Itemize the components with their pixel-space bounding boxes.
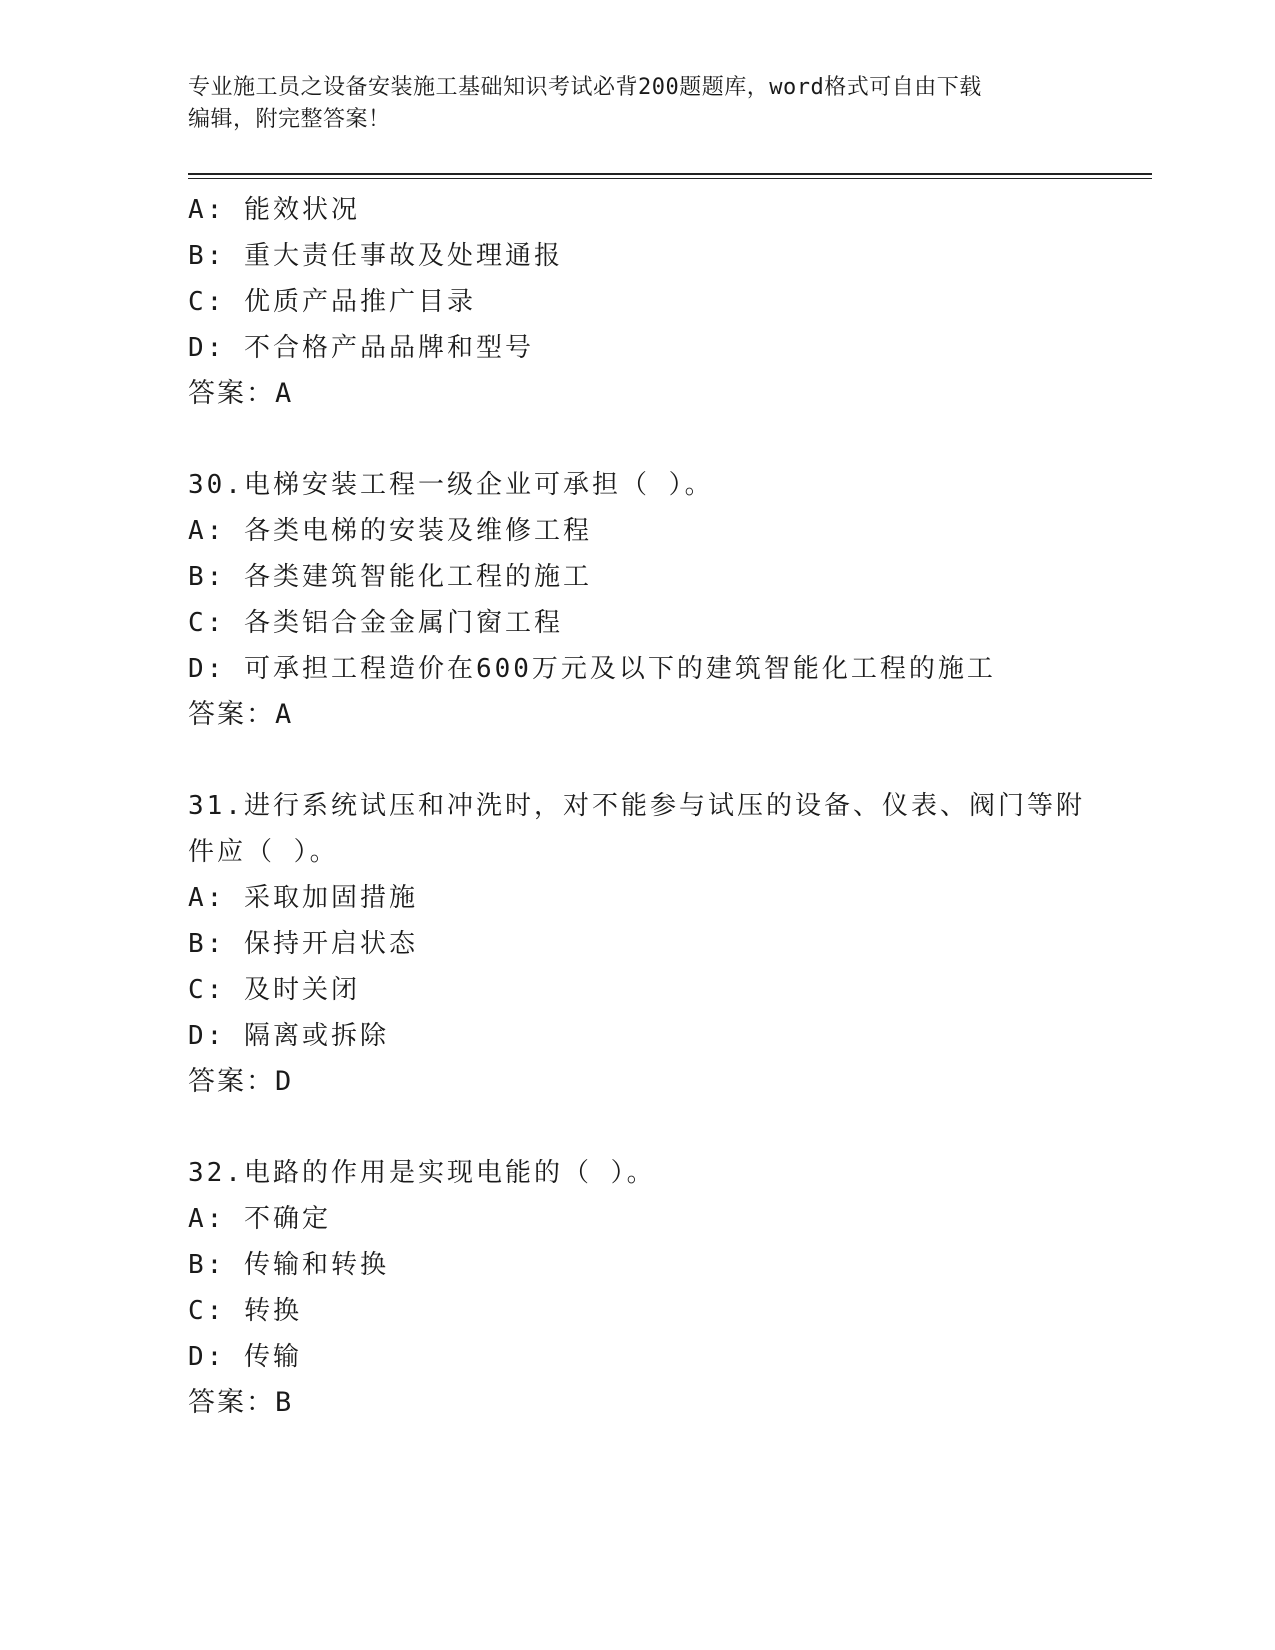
answer-value: A [275,378,294,409]
question-block-29 [188,187,1152,417]
option-a: A: 各类电梯的安装及维修工程 [188,516,592,546]
answer-value: A [275,699,294,730]
question-text: 31.进行系统试压和冲洗时，对不能参与试压的设备、仪表、阀门等附 [188,791,1085,821]
answer-line [188,1380,1152,1426]
option-d: D: 隔离或拆除 [188,1021,389,1051]
answer-label: 答案： [188,699,275,730]
option-c: C: 及时关闭 [188,975,360,1005]
document-header [188,72,1068,136]
question-text: 32.电路的作用是实现电能的（ ）。 [188,1158,656,1188]
option-a: A: 采取加固措施 [188,883,418,913]
option-d: D: 传输 [188,1342,302,1372]
question-block-32 [188,1150,1152,1426]
option-c: C: 各类铝合金金属门窗工程 [188,608,563,638]
answer-label: 答案： [188,1066,275,1097]
option-c: C: 优质产品推广目录 [188,287,476,317]
answer-label: 答案： [188,1387,275,1418]
option-b: B: 传输和转换 [188,1250,389,1280]
document-page [188,72,1152,1426]
option-b: B: 各类建筑智能化工程的施工 [188,562,592,592]
question-block-31 [188,783,1152,1105]
header-line-2: 编辑，附完整答案！ [188,107,391,132]
question-text: 30.电梯安装工程一级企业可承担（ ）。 [188,470,714,500]
option-a: A: 能效状况 [188,195,360,225]
answer-label: 答案： [188,378,275,409]
option-b: B: 保持开启状态 [188,929,418,959]
header-line-1: 专业施工员之设备安装施工基础知识考试必背200题题库，word格式可自由下载 [188,75,982,100]
answer-line [188,1059,1152,1105]
answer-value: D [275,1066,294,1097]
question-text-continued: 件应（ ）。 [188,837,339,867]
question-block-30 [188,462,1152,738]
header-divider [188,173,1152,179]
option-d: D: 可承担工程造价在600万元及以下的建筑智能化工程的施工 [188,654,996,684]
option-b: B: 重大责任事故及处理通报 [188,241,563,271]
option-c: C: 转换 [188,1296,302,1326]
answer-line [188,692,1152,738]
option-a: A: 不确定 [188,1204,331,1234]
option-d: D: 不合格产品品牌和型号 [188,333,534,363]
answer-line [188,371,1152,417]
answer-value: B [275,1387,294,1418]
